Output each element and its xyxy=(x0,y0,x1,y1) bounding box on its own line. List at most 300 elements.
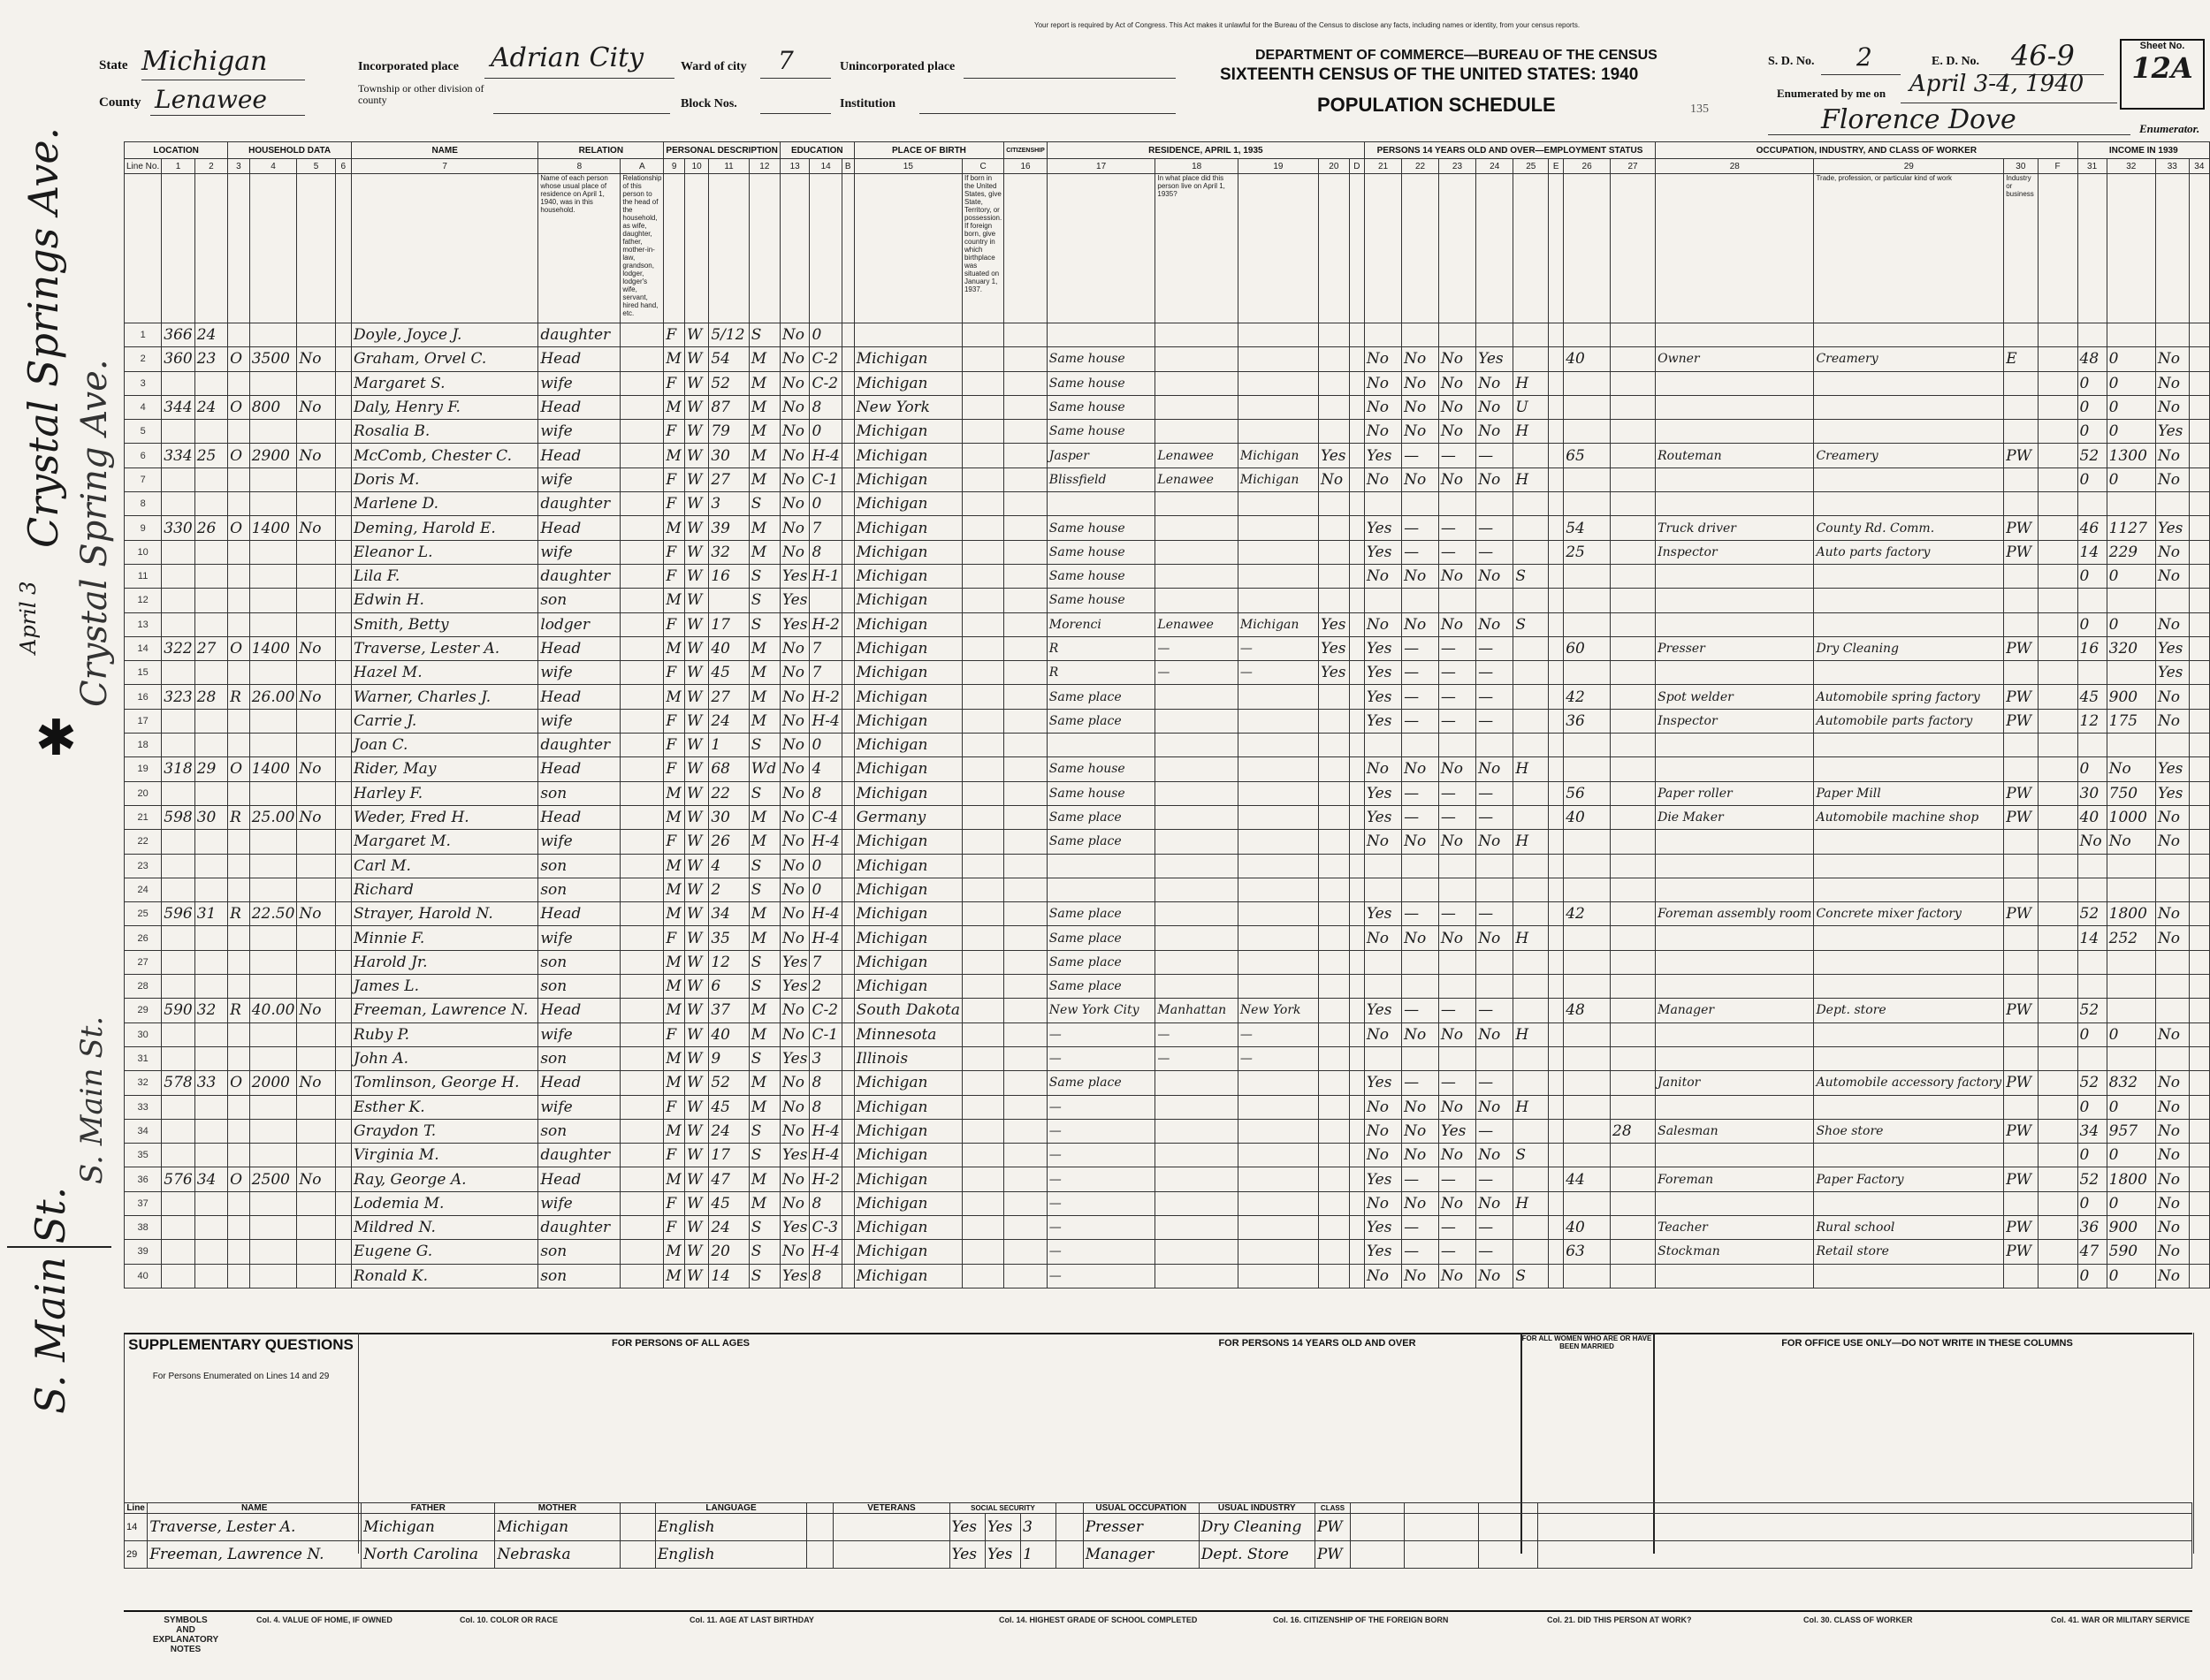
race: W xyxy=(684,854,708,878)
at-work xyxy=(1364,975,1401,999)
hours-worked: 65 xyxy=(1564,444,1611,468)
public-emergency-work xyxy=(1402,878,1439,901)
farm-residence: No xyxy=(297,1167,335,1191)
sup-veteran xyxy=(834,1541,949,1569)
birthplace: Michigan xyxy=(854,564,962,588)
home-value xyxy=(249,1095,297,1119)
farm-residence xyxy=(297,1215,335,1239)
income: 229 xyxy=(2107,540,2155,564)
home-value xyxy=(249,612,297,636)
home-value xyxy=(249,420,297,444)
hours-worked xyxy=(1564,1071,1611,1095)
marital-status: M xyxy=(749,1022,780,1046)
weeks-unemployed: 28 xyxy=(1611,1119,1656,1143)
line-number: 6 xyxy=(125,444,162,468)
residence-county xyxy=(1155,1191,1238,1215)
race: W xyxy=(684,468,708,491)
home-value: 1400 xyxy=(249,757,297,781)
table-row xyxy=(125,975,2210,999)
age xyxy=(709,589,749,612)
highest-grade: H-4 xyxy=(810,444,842,468)
residence-state xyxy=(1238,589,1318,612)
birthplace: Michigan xyxy=(854,1167,962,1191)
school-attendance: Yes xyxy=(780,1144,810,1167)
column-number: 19 xyxy=(1238,159,1318,174)
class-of-worker xyxy=(2004,878,2038,901)
residence-1935: Same house xyxy=(1047,420,1155,444)
school-attendance: No xyxy=(780,468,810,491)
column-number: 30 xyxy=(2004,159,2038,174)
county-label: County xyxy=(99,95,141,110)
birthplace: Michigan xyxy=(854,1240,962,1264)
farm-residence xyxy=(297,1095,335,1119)
supplementary-subtitle: For Persons Enumerated on Lines 14 and 29 xyxy=(152,1372,330,1381)
residence-1935 xyxy=(1047,734,1155,757)
at-work xyxy=(1364,854,1401,878)
industry: Concrete mixer factory xyxy=(1814,902,2004,926)
school-attendance: No xyxy=(780,1119,810,1143)
farm-residence: No xyxy=(297,395,335,419)
relation: son xyxy=(538,975,621,999)
farm-1935 xyxy=(1318,878,1349,901)
sex: F xyxy=(664,1022,685,1046)
household-number xyxy=(194,781,227,805)
other-status: H xyxy=(1513,1022,1549,1046)
marital-status: S xyxy=(749,1215,780,1239)
weeks-worked: 0 xyxy=(2077,612,2107,636)
seeking-work: No xyxy=(1438,1144,1475,1167)
seeking-work: No xyxy=(1438,612,1475,636)
sup-head-name: NAME xyxy=(148,1503,362,1514)
relation: Head xyxy=(538,636,621,660)
household-number xyxy=(194,468,227,491)
weeks-worked: 52 xyxy=(2077,1167,2107,1191)
residence-state: Michigan xyxy=(1238,468,1318,491)
farm-1935 xyxy=(1318,1071,1349,1095)
has-job: No xyxy=(1476,420,1513,444)
sex: M xyxy=(664,999,685,1022)
seeking-work: No xyxy=(1438,1264,1475,1288)
relation: Head xyxy=(538,902,621,926)
other-status xyxy=(1513,1071,1549,1095)
seeking-work: — xyxy=(1438,444,1475,468)
household-number: 33 xyxy=(194,1071,227,1095)
income: 750 xyxy=(2107,781,2155,805)
highest-grade: H-4 xyxy=(810,902,842,926)
occupation: Manager xyxy=(1656,999,1814,1022)
has-job xyxy=(1476,323,1513,347)
weeks-unemployed xyxy=(1611,420,1656,444)
residence-county: — xyxy=(1155,661,1238,685)
occupation xyxy=(1656,734,1814,757)
highest-grade: 4 xyxy=(810,757,842,781)
has-job xyxy=(1476,878,1513,901)
other-status xyxy=(1513,661,1549,685)
occupation: Janitor xyxy=(1656,1071,1814,1095)
school-attendance: No xyxy=(780,734,810,757)
school-attendance: Yes xyxy=(780,589,810,612)
column-description: Relationship of this person to the head of the household, as wife, daughter, father, mother-in-law, grandson, lodger, lodger's wife, servant, hired hand, etc. xyxy=(621,174,664,323)
class-of-worker xyxy=(2004,612,2038,636)
table-row xyxy=(125,636,2210,660)
other-status: S xyxy=(1513,564,1549,588)
marital-status: S xyxy=(749,1144,780,1167)
marital-status: M xyxy=(749,902,780,926)
line-number: 27 xyxy=(125,950,162,974)
person-name: Daly, Henry F. xyxy=(352,395,538,419)
hours-worked xyxy=(1564,420,1611,444)
marital-status: S xyxy=(749,854,780,878)
farm-1935 xyxy=(1318,323,1349,347)
public-emergency-work: No xyxy=(1402,347,1439,371)
at-work: Yes xyxy=(1364,516,1401,540)
table-row xyxy=(125,781,2210,805)
weeks-worked: 40 xyxy=(2077,805,2107,829)
income: 1300 xyxy=(2107,444,2155,468)
farm-1935 xyxy=(1318,371,1349,395)
farm-residence xyxy=(297,1119,335,1143)
class-of-worker xyxy=(2004,1046,2038,1070)
hours-worked xyxy=(1564,589,1611,612)
column-number: 3 xyxy=(228,159,250,174)
weeks-unemployed xyxy=(1611,854,1656,878)
farm-residence xyxy=(297,492,335,516)
has-job: — xyxy=(1476,540,1513,564)
residence-county xyxy=(1155,781,1238,805)
weeks-unemployed xyxy=(1611,709,1656,733)
relation: wife xyxy=(538,1095,621,1119)
sup-name: Traverse, Lester A. xyxy=(148,1514,362,1541)
birthplace: Michigan xyxy=(854,902,962,926)
farm-1935 xyxy=(1318,926,1349,950)
relation: son xyxy=(538,854,621,878)
marital-status: S xyxy=(749,1240,780,1264)
state-value: Michigan xyxy=(141,46,268,77)
residence-county xyxy=(1155,540,1238,564)
birthplace: Michigan xyxy=(854,757,962,781)
weeks-worked: 36 xyxy=(2077,1215,2107,1239)
age: 5/12 xyxy=(709,323,749,347)
at-work: Yes xyxy=(1364,685,1401,709)
weeks-worked xyxy=(2077,734,2107,757)
other-status: H xyxy=(1513,757,1549,781)
weeks-worked: 0 xyxy=(2077,1191,2107,1215)
home-value: 26.00 xyxy=(249,685,297,709)
group-birth: PLACE OF BIRTH xyxy=(854,142,1004,159)
race: W xyxy=(684,734,708,757)
sup-veteran xyxy=(834,1514,949,1541)
house-number: 366 xyxy=(162,323,194,347)
at-work xyxy=(1364,878,1401,901)
residence-1935: Same place xyxy=(1047,975,1155,999)
school-attendance: No xyxy=(780,685,810,709)
residence-county xyxy=(1155,395,1238,419)
home-owned-rented xyxy=(228,323,250,347)
race: W xyxy=(684,878,708,901)
residence-1935: Same house xyxy=(1047,564,1155,588)
weeks-worked: 0 xyxy=(2077,468,2107,491)
age: 16 xyxy=(709,564,749,588)
table-row xyxy=(125,805,2210,829)
weeks-worked xyxy=(2077,492,2107,516)
birthplace: Michigan xyxy=(854,709,962,733)
at-work: No xyxy=(1364,468,1401,491)
birthplace: Michigan xyxy=(854,1095,962,1119)
other-status xyxy=(1513,950,1549,974)
industry xyxy=(1814,975,2004,999)
income: 0 xyxy=(2107,395,2155,419)
public-emergency-work xyxy=(1402,323,1439,347)
sex: M xyxy=(664,854,685,878)
household-number: 24 xyxy=(194,395,227,419)
class-of-worker xyxy=(2004,1191,2038,1215)
age: 9 xyxy=(709,1046,749,1070)
house-number xyxy=(162,1264,194,1288)
supplementary-title: SUPPLEMENTARY QUESTIONS xyxy=(128,1336,354,1353)
weeks-unemployed xyxy=(1611,347,1656,371)
residence-1935: Same place xyxy=(1047,830,1155,854)
table-row xyxy=(125,564,2210,588)
sex: F xyxy=(664,830,685,854)
marital-status: M xyxy=(749,661,780,685)
seeking-work: — xyxy=(1438,1215,1475,1239)
farm-1935 xyxy=(1318,805,1349,829)
home-value xyxy=(249,926,297,950)
home-owned-rented xyxy=(228,468,250,491)
income: 957 xyxy=(2107,1119,2155,1143)
birthplace: Michigan xyxy=(854,975,962,999)
household-number xyxy=(194,1095,227,1119)
page-mark: 135 xyxy=(1690,103,1709,116)
weeks-unemployed xyxy=(1611,1046,1656,1070)
at-work: Yes xyxy=(1364,1240,1401,1264)
column-description: In what place did this person live on April 1, 1935? xyxy=(1155,174,1238,323)
residence-state xyxy=(1238,685,1318,709)
hours-worked xyxy=(1564,975,1611,999)
highest-grade: C-4 xyxy=(810,805,842,829)
other-income: No xyxy=(2155,926,2189,950)
public-emergency-work xyxy=(1402,589,1439,612)
occupation xyxy=(1656,1022,1814,1046)
household-number xyxy=(194,661,227,685)
highest-grade: C-2 xyxy=(810,999,842,1022)
residence-state: Michigan xyxy=(1238,612,1318,636)
residence-state xyxy=(1238,1071,1318,1095)
school-attendance: Yes xyxy=(780,564,810,588)
age: 52 xyxy=(709,1071,749,1095)
farm-1935 xyxy=(1318,589,1349,612)
race: W xyxy=(684,805,708,829)
house-number xyxy=(162,709,194,733)
house-number xyxy=(162,564,194,588)
home-owned-rented xyxy=(228,1022,250,1046)
farm-1935 xyxy=(1318,709,1349,733)
public-emergency-work: No xyxy=(1402,371,1439,395)
age: 32 xyxy=(709,540,749,564)
hours-worked xyxy=(1564,1095,1611,1119)
residence-county xyxy=(1155,564,1238,588)
residence-county xyxy=(1155,805,1238,829)
age: 79 xyxy=(709,420,749,444)
marital-status: M xyxy=(749,371,780,395)
sex: F xyxy=(664,709,685,733)
age: 20 xyxy=(709,1240,749,1264)
income: No xyxy=(2107,830,2155,854)
schedule-title: POPULATION SCHEDULE xyxy=(1317,94,1556,116)
income: 1127 xyxy=(2107,516,2155,540)
person-name: Esther K. xyxy=(352,1095,538,1119)
seeking-work xyxy=(1438,323,1475,347)
race: W xyxy=(684,1264,708,1288)
at-work: Yes xyxy=(1364,781,1401,805)
highest-grade: C-3 xyxy=(810,1215,842,1239)
age: 40 xyxy=(709,636,749,660)
relation: son xyxy=(538,1046,621,1070)
home-value xyxy=(249,468,297,491)
group-occupation: OCCUPATION, INDUSTRY, AND CLASS OF WORKER xyxy=(1656,142,2077,159)
highest-grade: 3 xyxy=(810,1046,842,1070)
other-status xyxy=(1513,1240,1549,1264)
farm-residence xyxy=(297,1264,335,1288)
income: 832 xyxy=(2107,1071,2155,1095)
other-status xyxy=(1513,516,1549,540)
residence-state xyxy=(1238,902,1318,926)
residence-state xyxy=(1238,950,1318,974)
line-number: 11 xyxy=(125,564,162,588)
highest-grade: C-2 xyxy=(810,347,842,371)
income xyxy=(2107,975,2155,999)
marital-status: M xyxy=(749,540,780,564)
house-number xyxy=(162,1215,194,1239)
home-value: 2000 xyxy=(249,1071,297,1095)
person-name: Weder, Fred H. xyxy=(352,805,538,829)
residence-1935: Same house xyxy=(1047,757,1155,781)
person-name: Freeman, Lawrence N. xyxy=(352,999,538,1022)
other-status: H xyxy=(1513,371,1549,395)
residence-county xyxy=(1155,950,1238,974)
column-description: Name of each person whose usual place of residence on April 1, 1940, was in this household. xyxy=(538,174,621,323)
household-number: 25 xyxy=(194,444,227,468)
industry xyxy=(1814,1264,2004,1288)
household-number xyxy=(194,734,227,757)
has-job: No xyxy=(1476,830,1513,854)
has-job: — xyxy=(1476,1071,1513,1095)
weeks-unemployed xyxy=(1611,516,1656,540)
line-number: 14 xyxy=(125,636,162,660)
industry xyxy=(1814,1144,2004,1167)
seeking-work xyxy=(1438,878,1475,901)
industry xyxy=(1814,878,2004,901)
race: W xyxy=(684,1022,708,1046)
highest-grade: 0 xyxy=(810,854,842,878)
residence-county xyxy=(1155,902,1238,926)
occupation: Foreman assembly room xyxy=(1656,902,1814,926)
farm-residence: No xyxy=(297,1071,335,1095)
household-number xyxy=(194,854,227,878)
birthplace: Michigan xyxy=(854,468,962,491)
home-value xyxy=(249,830,297,854)
other-status: S xyxy=(1513,1264,1549,1288)
group-relation: RELATION xyxy=(538,142,664,159)
residence-state xyxy=(1238,347,1318,371)
weeks-worked: 52 xyxy=(2077,999,2107,1022)
age: 6 xyxy=(709,975,749,999)
residence-state xyxy=(1238,395,1318,419)
sd-label: S. D. No. xyxy=(1768,55,1815,68)
sup-name: Freeman, Lawrence N. xyxy=(148,1541,362,1569)
weeks-unemployed xyxy=(1611,950,1656,974)
column-description: Industry or business xyxy=(2004,174,2038,323)
home-value: 1400 xyxy=(249,636,297,660)
residence-state xyxy=(1238,805,1318,829)
residence-county xyxy=(1155,420,1238,444)
home-value xyxy=(249,854,297,878)
highest-grade: 0 xyxy=(810,323,842,347)
weeks-unemployed xyxy=(1611,1191,1656,1215)
sex: F xyxy=(664,323,685,347)
residence-county xyxy=(1155,830,1238,854)
race: W xyxy=(684,395,708,419)
hours-worked: 40 xyxy=(1564,1215,1611,1239)
income xyxy=(2107,999,2155,1022)
industry xyxy=(1814,468,2004,491)
age: 27 xyxy=(709,685,749,709)
sex: M xyxy=(664,516,685,540)
weeks-worked xyxy=(2077,589,2107,612)
highest-grade: 7 xyxy=(810,950,842,974)
race: W xyxy=(684,1167,708,1191)
birthplace: Michigan xyxy=(854,492,962,516)
farm-1935 xyxy=(1318,854,1349,878)
residence-1935: — xyxy=(1047,1167,1155,1191)
industry xyxy=(1814,1095,2004,1119)
other-status xyxy=(1513,444,1549,468)
hours-worked xyxy=(1564,1022,1611,1046)
sex: F xyxy=(664,564,685,588)
sup-row xyxy=(125,1514,2192,1541)
farm-1935 xyxy=(1318,902,1349,926)
incorporated-value: Adrian City xyxy=(491,42,644,73)
public-emergency-work: — xyxy=(1402,1215,1439,1239)
sup-usual-class: PW xyxy=(1315,1514,1350,1541)
class-of-worker xyxy=(2004,323,2038,347)
person-name: Joan C. xyxy=(352,734,538,757)
at-work: No xyxy=(1364,564,1401,588)
hours-worked: 56 xyxy=(1564,781,1611,805)
other-status xyxy=(1513,975,1549,999)
residence-county xyxy=(1155,926,1238,950)
residence-county xyxy=(1155,685,1238,709)
table-row xyxy=(125,516,2210,540)
home-owned-rented xyxy=(228,830,250,854)
age: 39 xyxy=(709,516,749,540)
residence-county xyxy=(1155,323,1238,347)
column-number: Line No. xyxy=(125,159,162,174)
household-number: 29 xyxy=(194,757,227,781)
highest-grade: 8 xyxy=(810,1095,842,1119)
home-value xyxy=(249,323,297,347)
sup-usual-occupation: Presser xyxy=(1083,1514,1199,1541)
highest-grade: 7 xyxy=(810,661,842,685)
at-work: No xyxy=(1364,1191,1401,1215)
has-job xyxy=(1476,734,1513,757)
person-name: Lodemia M. xyxy=(352,1191,538,1215)
occupation: Presser xyxy=(1656,636,1814,660)
birthplace: Illinois xyxy=(854,1046,962,1070)
other-income xyxy=(2155,950,2189,974)
hours-worked: 42 xyxy=(1564,902,1611,926)
race: W xyxy=(684,1119,708,1143)
